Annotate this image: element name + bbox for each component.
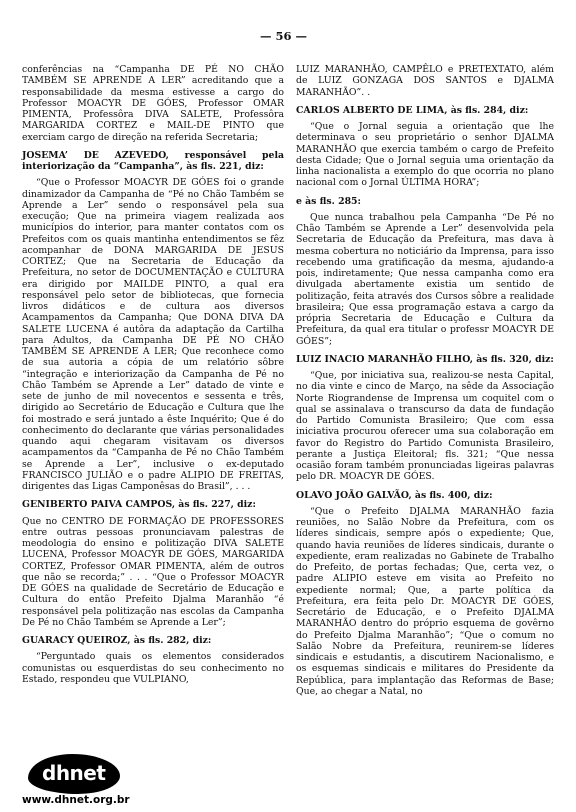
- body-paragraph: LUIZ MARANHÃO, CAMPÊLO e PRETEXTATO, além de LUIZ GONZAGA DOS SANTOS e DJALMA MARANHÃO”. .: [296, 64, 554, 98]
- witness-name: GENIBERTO PAIVA CAMPOS,: [22, 499, 176, 511]
- witness-name: OLAVO JOÃO GALVÃO,: [296, 489, 412, 501]
- witness-heading: [296, 354, 554, 365]
- witness-heading: [22, 635, 284, 646]
- witness-heading: [296, 105, 554, 116]
- body-paragraph: “Que o Prefeito DJALMA MARANHÃO fazia reuniões, no Salão Nobre da Prefeitura, com os líderes sindicais, sempre após o expediente; Que, quando havia reuniões de líderes sindicais, durante o expediente, eram realizadas no Gabinete de Trabalho do Prefeito, de portas fechadas; Que, certa vez, o padre ALIPIO esteve em visita ao Prefeito no expediente normal; Que, a parte política da Prefeitura, era feita pelo Dr. MOACYR DE GÓES, Secretário de Educação, e o Prefeito DJALMA MARANHÃO dentro do próprio esquema de govêrno do Prefeito Djalma Maranhão”; “Que o comum no Salão Nobre da Prefeitura, reunirem-se líderes sindicais e estudantis, a discutirem Nacionalismo, e os esquemas sindicais e militares do Presidente da República, para implantação das Reformas de Base; Que, ao chegar a Natal, no: [296, 505, 554, 697]
- left-column: [22, 64, 284, 685]
- body-paragraph: Que no CENTRO DE FORMAÇÃO DE PROFESSORES entre outras pessoas pronunciavam palestras de meodologia do ensino e politização DIVA SALETE LUCENA, Professor MOACYR DE GÓES, MARGARIDA CORTEZ, Professor OMAR PIMENTA, além de outros que não se recorda;” . . . “Que o Professor MOACYR DE GÓES na qualidade de Secretário de Educação e Cultura do então Prefeito Djalma Maranhão “é responsável pela politização nas escolas da Campanha De Pé no Chão Também se Aprende a Ler”;: [22, 515, 284, 628]
- witness-heading: [296, 196, 554, 207]
- witness-reference: às fls. 400, diz:: [411, 489, 493, 501]
- right-column: [296, 64, 554, 697]
- witness-heading: [22, 499, 284, 510]
- body-paragraph: conferências na “Campanha DE PÉ NO CHÃO TAMBÉM SE APRENDE A LER” acreditando que a responsabilidade da mesma estivesse a cargo do Professor MOACYR DE GÓES, Professor OMAR PIMENTA, Professôra DIVA SALETE, Professôra MARGARIDA CORTEZ e MAIL-DE PINTO que exerciam cargo de direção na referida Secretaria;: [22, 64, 284, 143]
- witness-reference: responsável pela interiorização da “Campanha”, às fls. 221, diz:: [22, 149, 285, 172]
- witness-reference: às fls. 320, diz:: [473, 353, 554, 365]
- body-paragraph: “Que o Jornal seguia a orientação que lhe determinava o seu proprietário o senhor DJALMA MARANHÃO que exercia também o cargo de Prefeito desta Cidade; Que o Jornal seguia uma orientação da linha nacionalista a exemplo do que ocorria no plano nacional com o Jornal ÚLTIMA HORA”;: [296, 121, 554, 189]
- logo-url: www.dhnet.org.br: [22, 794, 130, 806]
- logo-wordmark: dhnet: [42, 761, 106, 785]
- body-paragraph: Que nunca trabalhou pela Campanha “De Pé no Chão Também se Aprende a Ler” desenvolvida pela Secretaria de Educação da Prefeitura, mas dava à mesma cobertura no noticiário da Imprensa, para isso recebendo uma gratificação da mesma, ajudando-a pois, indiretamente; Que nessa campanha como era divulgada abertamente existia um sentido de politização, feita através dos Cursos sôbre a realidade brasileira; Que essa programação estava a cargo da própria Secretaria de Educação e Cultura da Prefeitura, da qual era titular o professr MOACYR DE GÓES”;: [296, 211, 554, 347]
- witness-reference: às fls. 284, diz:: [447, 104, 529, 116]
- witness-name: CARLOS ALBERTO DE LIMA,: [296, 104, 448, 116]
- witness-name: e às fls. 285:: [296, 195, 361, 207]
- witness-reference: às fls. 227, diz:: [175, 499, 256, 511]
- witness-name: GUARACY QUEIROZ,: [22, 635, 131, 646]
- body-paragraph: “Perguntado quais os elementos considerados comunistas ou esquerdistas do seu conhecimento no Estado, respondeu que VULPIANO,: [22, 651, 284, 685]
- witness-heading: [296, 490, 554, 501]
- body-paragraph: “Que o Professor MOACYR DE GÓES foi o grande dinamizador da Campanha de “Pé no Chão Também se Aprende a Ler” sendo o responsável pela sua execução; Que na primeira viagem realizada aos municípios do interior, para manter contatos com os Prefeitos com os quais mantinha entendimentos se fêz acompanhar de DONA MARGARIDA DE JESUS CORTEZ; Que na Secretaria de Educação da Prefeitura, no setor de DOCUMENTAÇÃO e CULTURA era dirigido por MAILDE PINTO, a qual era responsável pelo setor de bibliotecas, que fornecia livros didáticos e de cultura aos diversos Acampamentos da Campanha; Que DONA DIVA DA SALETE LUCENA é autôra da adaptação da Cartilha para Adultos, da Campanha DE PÉ NO CHÃO TAMBÉM SE APRENDE A LER; Que reconhece como de sua autoria a cópia de um relatório sôbre “integração e interiorização da Campanha de Pé no Chão Também se Aprende a Ler” datado de vinte e sete de junho de mil novecentos e sessenta e três, dirigido ao Secretário de Educação e Cultura que lhe foi mostrado e será juntado a êste Inquérito; Que é do conhecimento do declarante que várias personalidades quando aqui chegaram visitavam os diversos acampamentos da “Campanha de Pé no Chão Também se Aprende a Ler”, inclusive o ex-deputado FRANCISCO JULIÃO e o padre ALIPIO DE FREITAS, dirigentes das Ligas Camponêsas do Brasil”, . . .: [22, 177, 284, 492]
- witness-reference: às fls. 282, diz:: [130, 635, 212, 646]
- body-paragraph: “Que, por iniciativa sua, realizou-se nesta Capital, no dia vinte e cinco de Março, na sêde da Associação Norte Riograndense de Imprensa um coquitel com o qual se assinalava o transcurso da data de fundação do Partido Comunista Brasileiro; Que com essa iniciativa procurou oferecer uma sua colaboração em favor do Registro do Partido Comunista Brasileiro, perante a Justiça Eleitoral; fls. 321; “Que nessa ocasião foram também pronunciadas ligeiras palavras pelo DR. MOACYR DE GÓES.: [296, 370, 554, 483]
- witness-heading: [22, 150, 284, 173]
- witness-name: JOSEMA’ DE AZEVEDO,: [22, 149, 169, 161]
- page-number: — 56 —: [260, 29, 308, 43]
- witness-name: LUIZ INACIO MARANHÃO FILHO,: [296, 353, 473, 365]
- dhnet-logo[interactable]: [22, 754, 130, 812]
